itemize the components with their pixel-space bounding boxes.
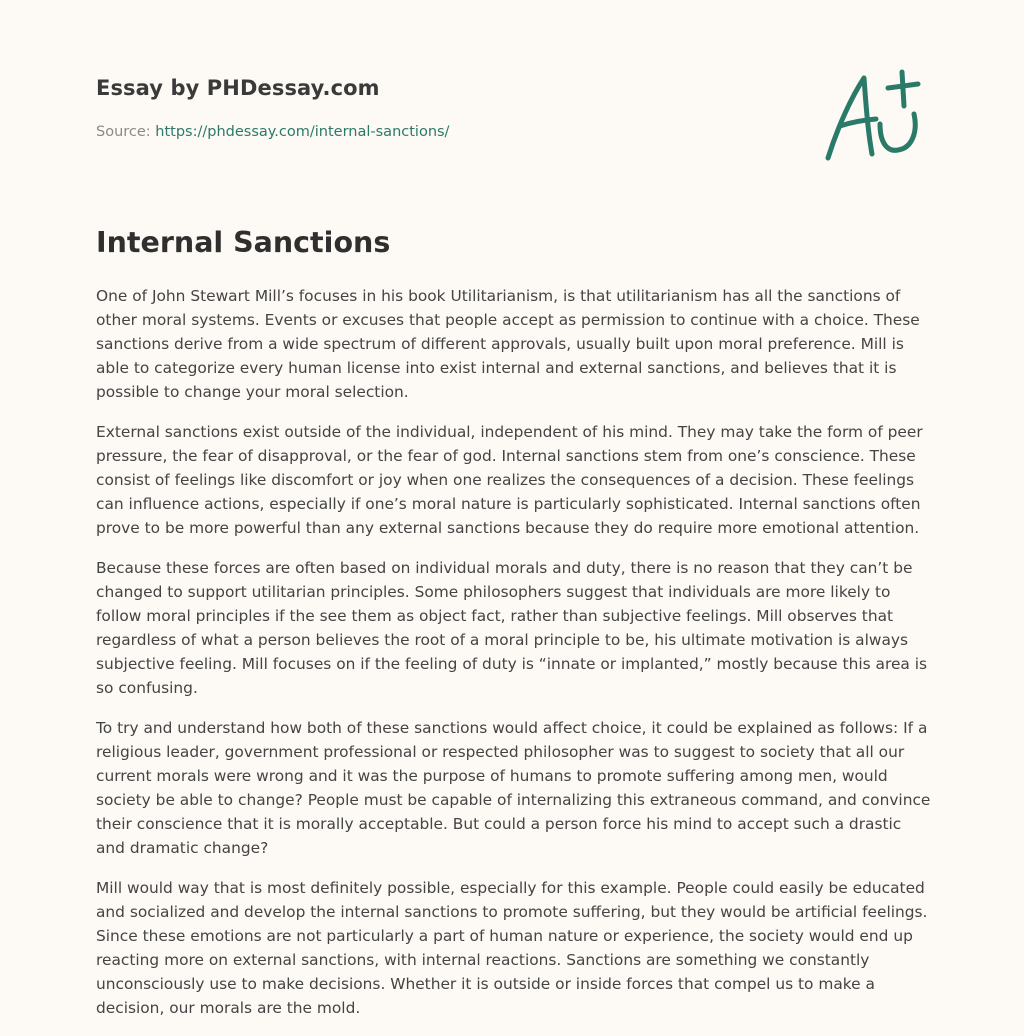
article-paragraph: Mill would way that is most definitely possible, especially for this example. People could easily be educated and socialized and develop the internal sanctions to promote suffering, but they would be artificial feelings. Since these emotions are not particularly a part of human nature or experience, the society would end up reacting more on external sanctions, with internal reactions. Sanctions are something we constantly unconsciously use to make decisions. Whether it is outside or inside forces that compel us to make a decision, our morals are the mold. xyxy=(96,879,928,1017)
essay-page xyxy=(96,0,936,1017)
article-paragraph: To try and understand how both of these sanctions would affect choice, it could be explained as follows: If a religious leader, government professional or respected philosopher was to suggest to society that all our current morals were wrong and it was the purpose of humans to promote suffering among men, would society be able to change? People must be capable of internalizing this extraneous command, and convince their conscience that it is morally acceptable. But could a person force his mind to accept such a drastic and dramatic change? xyxy=(96,719,931,857)
site-title: Essay by PHDessay.com xyxy=(96,76,380,100)
article-paragraph: Because these forces are often based on individual morals and duty, there is no reason that they can’t be changed to support utilitarian principles. Some philosophers suggest that individuals are more likely to follow moral principles if the see them as object fact, rather than subjective feelings. Mill observes that regardless of what a person believes the root of a moral principle to be, his ultimate motivation is always subjective feeling. Mill focuses on if the feeling of duty is “innate or implanted,” mostly because this area is so confusing. xyxy=(96,559,928,697)
article-paragraph: External sanctions exist outside of the individual, independent of his mind. They may take the form of peer pressure, the fear of disapproval, or the fear of god. Internal sanctions stem from one’s conscience. These consist of feelings like discomfort or joy when one realizes the consequences of a decision. These feelings can influence actions, especially if one’s moral nature is particularly sophisticated. Internal sanctions often prove to be more powerful than any external sanctions because they do require more emotional attention. xyxy=(96,423,923,537)
article-body xyxy=(96,284,932,1036)
source-line xyxy=(96,124,449,140)
article-title: Internal Sanctions xyxy=(96,226,391,259)
source-label: Source: xyxy=(96,124,156,140)
a-plus-logo-icon xyxy=(818,66,928,166)
article-paragraph: One of John Stewart Mill’s focuses in his book Utilitarianism, is that utilitarianism has all the sanctions of other moral systems. Events or excuses that people accept as permission to continue with a choice. These sanctions derive from a wide spectrum of different approvals, usually built upon moral preference. Mill is able to categorize every human license into exist internal and external sanctions, and believes that it is possible to change your moral selection. xyxy=(96,287,920,401)
source-link[interactable]: https://phdessay.com/internal-sanctions/ xyxy=(155,124,450,140)
page-header xyxy=(96,0,936,190)
